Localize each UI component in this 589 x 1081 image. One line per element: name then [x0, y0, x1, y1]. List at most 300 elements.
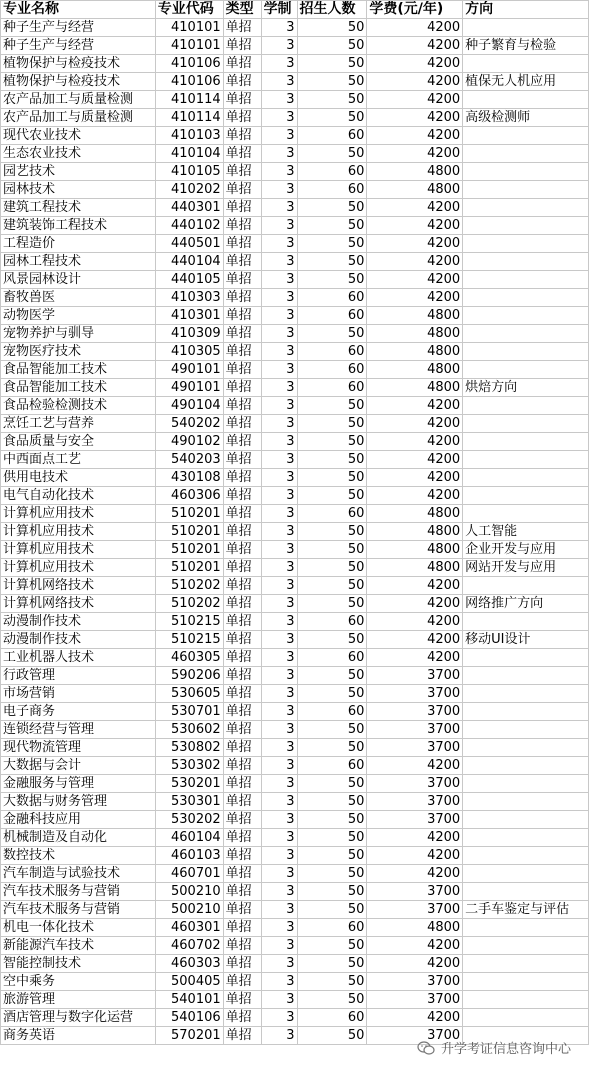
- header-direction: 方向: [463, 1, 589, 19]
- direction-cell: [463, 649, 589, 667]
- major-name-cell: 宠物医疗技术: [1, 343, 156, 361]
- major-name-cell: 酒店管理与数字化运营: [1, 1009, 156, 1027]
- direction-cell: [463, 451, 589, 469]
- table-row: [1, 487, 589, 505]
- table-row: [1, 883, 589, 901]
- direction-cell: [463, 919, 589, 937]
- tuition-cell: 4800: [367, 919, 463, 937]
- type-cell: 单招: [223, 649, 261, 667]
- major-name-cell: 市场营销: [1, 685, 156, 703]
- duration-cell: 3: [261, 991, 297, 1009]
- type-cell: 单招: [223, 307, 261, 325]
- major-name-cell: 计算机网络技术: [1, 595, 156, 613]
- duration-cell: 3: [261, 37, 297, 55]
- type-cell: 单招: [223, 343, 261, 361]
- table-row: [1, 307, 589, 325]
- type-cell: 单招: [223, 685, 261, 703]
- direction-cell: [463, 415, 589, 433]
- table-row: [1, 235, 589, 253]
- type-cell: 单招: [223, 829, 261, 847]
- tuition-cell: 4200: [367, 235, 463, 253]
- table-row: [1, 847, 589, 865]
- enrollment-cell: 60: [297, 361, 367, 379]
- tuition-cell: 4200: [367, 37, 463, 55]
- table-row: [1, 667, 589, 685]
- enrollment-cell: 60: [297, 127, 367, 145]
- duration-cell: 3: [261, 829, 297, 847]
- duration-cell: 3: [261, 415, 297, 433]
- direction-cell: [463, 199, 589, 217]
- table-row: [1, 271, 589, 289]
- major-code-cell: 410103: [155, 127, 223, 145]
- major-code-cell: 500210: [155, 901, 223, 919]
- table-row: [1, 577, 589, 595]
- direction-cell: [463, 271, 589, 289]
- table-row: [1, 37, 589, 55]
- table-row: [1, 181, 589, 199]
- type-cell: 单招: [223, 235, 261, 253]
- tuition-cell: 4200: [367, 73, 463, 91]
- major-name-cell: 烹饪工艺与营养: [1, 415, 156, 433]
- table-row: [1, 793, 589, 811]
- type-cell: 单招: [223, 487, 261, 505]
- type-cell: 单招: [223, 739, 261, 757]
- type-cell: 单招: [223, 253, 261, 271]
- direction-cell: [463, 847, 589, 865]
- direction-cell: [463, 145, 589, 163]
- major-name-cell: 计算机网络技术: [1, 577, 156, 595]
- tuition-cell: 4200: [367, 91, 463, 109]
- type-cell: 单招: [223, 505, 261, 523]
- major-code-cell: 460303: [155, 955, 223, 973]
- direction-cell: [463, 127, 589, 145]
- type-cell: 单招: [223, 937, 261, 955]
- duration-cell: 3: [261, 739, 297, 757]
- major-name-cell: 中西面点工艺: [1, 451, 156, 469]
- type-cell: 单招: [223, 703, 261, 721]
- table-row: [1, 343, 589, 361]
- direction-cell: 人工智能: [463, 523, 589, 541]
- major-code-cell: 410202: [155, 181, 223, 199]
- direction-cell: [463, 343, 589, 361]
- enrollment-cell: 50: [297, 451, 367, 469]
- type-cell: 单招: [223, 865, 261, 883]
- enrollment-cell: 50: [297, 433, 367, 451]
- direction-cell: [463, 1009, 589, 1027]
- major-code-cell: 510201: [155, 505, 223, 523]
- type-cell: 单招: [223, 397, 261, 415]
- duration-cell: 3: [261, 523, 297, 541]
- duration-cell: 3: [261, 217, 297, 235]
- duration-cell: 3: [261, 325, 297, 343]
- enrollment-cell: 60: [297, 1009, 367, 1027]
- enrollment-cell: 50: [297, 397, 367, 415]
- major-name-cell: 畜牧兽医: [1, 289, 156, 307]
- tuition-cell: 3700: [367, 793, 463, 811]
- enrollment-cell: 50: [297, 199, 367, 217]
- duration-cell: 3: [261, 559, 297, 577]
- type-cell: 单招: [223, 1027, 261, 1045]
- major-code-cell: 460103: [155, 847, 223, 865]
- major-code-cell: 570201: [155, 1027, 223, 1045]
- major-name-cell: 风景园林设计: [1, 271, 156, 289]
- wechat-icon: [417, 1041, 435, 1055]
- table-row: [1, 433, 589, 451]
- tuition-cell: 4800: [367, 523, 463, 541]
- enrollment-cell: 50: [297, 91, 367, 109]
- tuition-cell: 3700: [367, 739, 463, 757]
- enrollment-cell: 60: [297, 649, 367, 667]
- tuition-cell: 4800: [367, 541, 463, 559]
- major-code-cell: 540106: [155, 1009, 223, 1027]
- header-major-name: 专业名称: [1, 1, 156, 19]
- type-cell: 单招: [223, 19, 261, 37]
- direction-cell: [463, 739, 589, 757]
- direction-cell: [463, 91, 589, 109]
- tuition-cell: 4200: [367, 757, 463, 775]
- header-row: [1, 1, 589, 19]
- direction-cell: [463, 793, 589, 811]
- type-cell: 单招: [223, 73, 261, 91]
- enrollment-cell: 50: [297, 775, 367, 793]
- tuition-cell: 4200: [367, 613, 463, 631]
- enrollment-cell: 60: [297, 379, 367, 397]
- enrollment-cell: 50: [297, 829, 367, 847]
- major-code-cell: 500405: [155, 973, 223, 991]
- table-row: [1, 325, 589, 343]
- type-cell: 单招: [223, 199, 261, 217]
- major-name-cell: 汽车技术服务与营销: [1, 883, 156, 901]
- direction-cell: [463, 685, 589, 703]
- enrollment-cell: 50: [297, 811, 367, 829]
- type-cell: 单招: [223, 667, 261, 685]
- duration-cell: 3: [261, 1009, 297, 1027]
- major-name-cell: 计算机应用技术: [1, 541, 156, 559]
- enrollment-cell: 60: [297, 505, 367, 523]
- table-row: [1, 865, 589, 883]
- tuition-cell: 4200: [367, 19, 463, 37]
- tuition-cell: 4200: [367, 433, 463, 451]
- enrollment-cell: 60: [297, 181, 367, 199]
- table-row: [1, 73, 589, 91]
- major-code-cell: 410105: [155, 163, 223, 181]
- table-row: [1, 91, 589, 109]
- major-name-cell: 园林技术: [1, 181, 156, 199]
- major-code-cell: 410101: [155, 19, 223, 37]
- major-name-cell: 机电一体化技术: [1, 919, 156, 937]
- type-cell: 单招: [223, 631, 261, 649]
- tuition-cell: 4800: [367, 559, 463, 577]
- direction-cell: 网络推广方向: [463, 595, 589, 613]
- table-row: [1, 55, 589, 73]
- major-name-cell: 供用电技术: [1, 469, 156, 487]
- enrollment-cell: 50: [297, 991, 367, 1009]
- duration-cell: 3: [261, 487, 297, 505]
- direction-cell: [463, 217, 589, 235]
- type-cell: 单招: [223, 793, 261, 811]
- major-code-cell: 510215: [155, 631, 223, 649]
- direction-cell: [463, 811, 589, 829]
- watermark: [417, 1038, 571, 1057]
- type-cell: 单招: [223, 1009, 261, 1027]
- table-row: [1, 991, 589, 1009]
- tuition-cell: 4200: [367, 199, 463, 217]
- type-cell: 单招: [223, 127, 261, 145]
- enrollment-cell: 60: [297, 289, 367, 307]
- tuition-cell: 4800: [367, 379, 463, 397]
- major-name-cell: 工业机器人技术: [1, 649, 156, 667]
- duration-cell: 3: [261, 469, 297, 487]
- tuition-cell: 4200: [367, 649, 463, 667]
- table-row: [1, 523, 589, 541]
- duration-cell: 3: [261, 109, 297, 127]
- duration-cell: 3: [261, 55, 297, 73]
- direction-cell: 高级检测师: [463, 109, 589, 127]
- direction-cell: [463, 433, 589, 451]
- major-code-cell: 440102: [155, 217, 223, 235]
- tuition-cell: 4200: [367, 415, 463, 433]
- table-row: [1, 415, 589, 433]
- type-cell: 单招: [223, 595, 261, 613]
- major-name-cell: 农产品加工与质量检测: [1, 109, 156, 127]
- duration-cell: 3: [261, 649, 297, 667]
- major-code-cell: 490104: [155, 397, 223, 415]
- duration-cell: 3: [261, 397, 297, 415]
- duration-cell: 3: [261, 19, 297, 37]
- major-code-cell: 530202: [155, 811, 223, 829]
- duration-cell: 3: [261, 577, 297, 595]
- type-cell: 单招: [223, 433, 261, 451]
- direction-cell: [463, 253, 589, 271]
- table-row: [1, 901, 589, 919]
- type-cell: 单招: [223, 541, 261, 559]
- direction-cell: [463, 829, 589, 847]
- table-row: [1, 649, 589, 667]
- tuition-cell: 4200: [367, 127, 463, 145]
- table-row: [1, 451, 589, 469]
- tuition-cell: 4800: [367, 505, 463, 523]
- enrollment-cell: 50: [297, 901, 367, 919]
- tuition-cell: 3700: [367, 883, 463, 901]
- major-name-cell: 空中乘务: [1, 973, 156, 991]
- duration-cell: 3: [261, 865, 297, 883]
- major-name-cell: 动漫制作技术: [1, 631, 156, 649]
- major-code-cell: 540203: [155, 451, 223, 469]
- major-code-cell: 530602: [155, 721, 223, 739]
- major-name-cell: 大数据与财务管理: [1, 793, 156, 811]
- direction-cell: [463, 775, 589, 793]
- type-cell: 单招: [223, 991, 261, 1009]
- type-cell: 单招: [223, 289, 261, 307]
- table-row: [1, 703, 589, 721]
- major-code-cell: 530802: [155, 739, 223, 757]
- major-code-cell: 540101: [155, 991, 223, 1009]
- enrollment-cell: 60: [297, 613, 367, 631]
- major-name-cell: 商务英语: [1, 1027, 156, 1045]
- table-row: [1, 19, 589, 37]
- type-cell: 单招: [223, 181, 261, 199]
- major-code-cell: 440301: [155, 199, 223, 217]
- duration-cell: 3: [261, 145, 297, 163]
- direction-cell: [463, 955, 589, 973]
- enrollment-cell: 50: [297, 721, 367, 739]
- major-name-cell: 工程造价: [1, 235, 156, 253]
- major-name-cell: 种子生产与经营: [1, 19, 156, 37]
- direction-cell: [463, 181, 589, 199]
- major-name-cell: 园艺技术: [1, 163, 156, 181]
- major-code-cell: 460701: [155, 865, 223, 883]
- major-code-cell: 500210: [155, 883, 223, 901]
- duration-cell: 3: [261, 631, 297, 649]
- tuition-cell: 3700: [367, 991, 463, 1009]
- major-name-cell: 金融服务与管理: [1, 775, 156, 793]
- major-name-cell: 大数据与会计: [1, 757, 156, 775]
- table-row: [1, 217, 589, 235]
- table-row: [1, 721, 589, 739]
- direction-cell: [463, 235, 589, 253]
- duration-cell: 3: [261, 883, 297, 901]
- duration-cell: 3: [261, 1027, 297, 1045]
- enrollment-cell: 50: [297, 415, 367, 433]
- duration-cell: 3: [261, 199, 297, 217]
- tuition-cell: 3700: [367, 685, 463, 703]
- direction-cell: [463, 289, 589, 307]
- direction-cell: [463, 325, 589, 343]
- type-cell: 单招: [223, 721, 261, 739]
- type-cell: 单招: [223, 217, 261, 235]
- major-code-cell: 530201: [155, 775, 223, 793]
- major-code-cell: 510202: [155, 577, 223, 595]
- direction-cell: 企业开发与应用: [463, 541, 589, 559]
- enrollment-cell: 50: [297, 469, 367, 487]
- table-row: [1, 829, 589, 847]
- major-name-cell: 食品检验检测技术: [1, 397, 156, 415]
- type-cell: 单招: [223, 361, 261, 379]
- major-name-cell: 现代农业技术: [1, 127, 156, 145]
- duration-cell: 3: [261, 541, 297, 559]
- enrollment-cell: 50: [297, 865, 367, 883]
- duration-cell: 3: [261, 937, 297, 955]
- enrollment-cell: 50: [297, 55, 367, 73]
- table-row: [1, 199, 589, 217]
- major-code-cell: 510201: [155, 523, 223, 541]
- enrollment-cell: 60: [297, 307, 367, 325]
- major-code-cell: 410114: [155, 91, 223, 109]
- major-code-cell: 410104: [155, 145, 223, 163]
- direction-cell: [463, 55, 589, 73]
- major-code-cell: 490102: [155, 433, 223, 451]
- duration-cell: 3: [261, 307, 297, 325]
- table-row: [1, 937, 589, 955]
- header-duration: 学制: [261, 1, 297, 19]
- duration-cell: 3: [261, 955, 297, 973]
- major-code-cell: 530605: [155, 685, 223, 703]
- tuition-cell: 4200: [367, 955, 463, 973]
- major-code-cell: 460104: [155, 829, 223, 847]
- direction-cell: [463, 937, 589, 955]
- type-cell: 单招: [223, 451, 261, 469]
- enrollment-cell: 50: [297, 19, 367, 37]
- type-cell: 单招: [223, 757, 261, 775]
- duration-cell: 3: [261, 451, 297, 469]
- type-cell: 单招: [223, 847, 261, 865]
- table-row: [1, 973, 589, 991]
- duration-cell: 3: [261, 775, 297, 793]
- type-cell: 单招: [223, 379, 261, 397]
- table-row: [1, 811, 589, 829]
- enrollment-cell: 50: [297, 559, 367, 577]
- table-row: [1, 919, 589, 937]
- major-name-cell: 植物保护与检疫技术: [1, 73, 156, 91]
- type-cell: 单招: [223, 325, 261, 343]
- type-cell: 单招: [223, 109, 261, 127]
- tuition-cell: 4200: [367, 631, 463, 649]
- major-code-cell: 440501: [155, 235, 223, 253]
- tuition-cell: 4200: [367, 829, 463, 847]
- type-cell: 单招: [223, 415, 261, 433]
- tuition-cell: 3700: [367, 901, 463, 919]
- major-code-cell: 590206: [155, 667, 223, 685]
- direction-cell: [463, 307, 589, 325]
- enrollment-cell: 60: [297, 919, 367, 937]
- direction-cell: [463, 577, 589, 595]
- direction-cell: [463, 469, 589, 487]
- type-cell: 单招: [223, 271, 261, 289]
- major-code-cell: 440105: [155, 271, 223, 289]
- type-cell: 单招: [223, 91, 261, 109]
- table-row: [1, 361, 589, 379]
- enrollment-cell: 50: [297, 577, 367, 595]
- major-name-cell: 机械制造及自动化: [1, 829, 156, 847]
- tuition-cell: 4800: [367, 181, 463, 199]
- enrollment-cell: 50: [297, 793, 367, 811]
- table-row: [1, 109, 589, 127]
- direction-cell: [463, 613, 589, 631]
- duration-cell: 3: [261, 919, 297, 937]
- enrollment-cell: 50: [297, 109, 367, 127]
- duration-cell: 3: [261, 847, 297, 865]
- tuition-cell: 4200: [367, 109, 463, 127]
- major-name-cell: 建筑装饰工程技术: [1, 217, 156, 235]
- direction-cell: 移动UI设计: [463, 631, 589, 649]
- major-code-cell: 510202: [155, 595, 223, 613]
- tuition-cell: 3700: [367, 721, 463, 739]
- type-cell: 单招: [223, 559, 261, 577]
- type-cell: 单招: [223, 37, 261, 55]
- major-name-cell: 智能控制技术: [1, 955, 156, 973]
- duration-cell: 3: [261, 361, 297, 379]
- direction-cell: 植保无人机应用: [463, 73, 589, 91]
- tuition-cell: 4200: [367, 937, 463, 955]
- major-name-cell: 金融科技应用: [1, 811, 156, 829]
- type-cell: 单招: [223, 775, 261, 793]
- tuition-cell: 4200: [367, 289, 463, 307]
- enrollment-cell: 50: [297, 145, 367, 163]
- major-code-cell: 410114: [155, 109, 223, 127]
- major-code-cell: 430108: [155, 469, 223, 487]
- major-code-cell: 490101: [155, 379, 223, 397]
- type-cell: 单招: [223, 811, 261, 829]
- duration-cell: 3: [261, 91, 297, 109]
- enrollment-cell: 50: [297, 847, 367, 865]
- direction-cell: [463, 721, 589, 739]
- major-name-cell: 新能源汽车技术: [1, 937, 156, 955]
- header-enrollment: 招生人数: [297, 1, 367, 19]
- enrollment-cell: 50: [297, 631, 367, 649]
- direction-cell: [463, 163, 589, 181]
- major-code-cell: 460702: [155, 937, 223, 955]
- table-row: [1, 127, 589, 145]
